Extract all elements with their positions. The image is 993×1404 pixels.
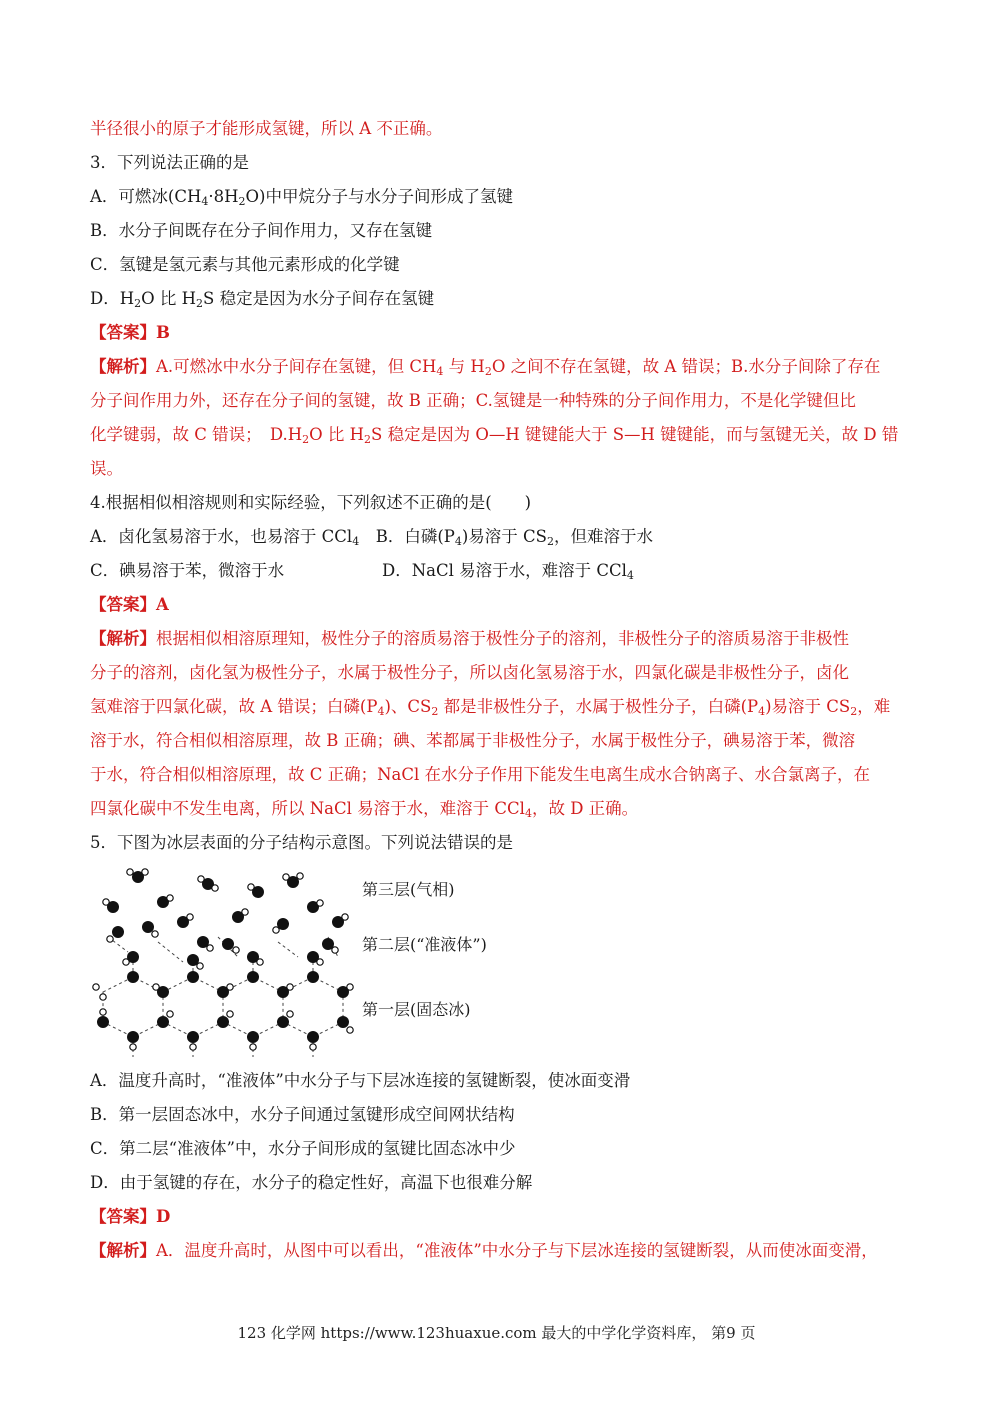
q3-explanation-line-1: 【解析】A.可燃冰中水分子间存在氢键，但 $CH_4$ 与 $H_2O$ 之间不存在氢键，故 A 错误；B.水分子间除了存在	[90, 357, 881, 378]
q3-explanation-line-4: 误。	[90, 459, 123, 478]
q4-answer: 【答案】A	[90, 595, 169, 614]
figure-label-layer1: 第一层(固态冰)	[362, 1000, 471, 1019]
q4-explanation-line-3: 氢难溶于四氯化碳，故 A 错误；白磷$(P_4)$、$CS_2$ 都是非极性分子，水属于极性分子，白磷$(P_4)$易溶于 $CS_2$，难	[90, 697, 891, 718]
q5-option-a: A．温度升高时，“准液体”中水分子与下层冰连接的氢键断裂，使冰面变滑	[90, 1071, 631, 1090]
q5-stem: 5．下图为冰层表面的分子结构示意图。下列说法错误的是	[90, 833, 513, 852]
q3-answer: 【答案】B	[90, 323, 170, 342]
q3-option-b: B．水分子间既存在分子间作用力，又存在氢键	[90, 221, 433, 240]
ice-surface-molecule-figure	[88, 862, 358, 1062]
q5-explanation-line-1: 【解析】A．温度升高时，从图中可以看出，“准液体”中水分子与下层冰连接的氢键断裂，从而使冰面变滑，	[90, 1241, 878, 1260]
q4-explanation-line-2: 分子的溶剂，卤化氢为极性分子，水属于极性分子，所以卤化氢易溶于水，四氯化碳是非极性分子，卤化	[90, 663, 849, 682]
q4-option-c: C．碘易溶于苯，微溶于水	[90, 561, 285, 580]
q4-stem: 4.根据相似相溶规则和实际经验，下列叙述不正确的是( )	[90, 493, 532, 512]
q4-explanation-line-5: 于水，符合相似相溶原理，故 C 正确；NaCl 在水分子作用下能发生电离生成水合钠离子、水合氯离子，在	[90, 765, 871, 784]
q5-option-c: C．第二层“准液体”中，水分子间形成的氢键比固态冰中少	[90, 1139, 516, 1158]
q3-explanation-line-3: 化学键弱，故 C 错误； $D.H_2O$ 比 $H_2S$ 稳定是因为 O—H 键键能大于 S—H 键键能，而与氢键无关，故 D 错	[90, 425, 899, 446]
page-footer: 123 化学网 https://www.123huaxue.com 最大的中学化学资料库， 第9 页	[237, 1324, 756, 1342]
q3-stem: 3．下列说法正确的是	[90, 153, 249, 172]
q4-options-ab: A．卤化氢易溶于水，也易溶于 CCl$_4$ B．白磷$(P_4)$易溶于 $CS_2$，但难溶于水	[90, 527, 653, 548]
q4-explanation-line-6: 四氯化碳中不发生电离，所以 NaCl 易溶于水，难溶于 CCl$_4$，故 D 正确。	[90, 799, 639, 820]
q5-option-d: D．由于氢键的存在，水分子的稳定性好，高温下也很难分解	[90, 1173, 533, 1192]
q4-explanation-line-1: 【解析】根据相似相溶原理知，极性分子的溶质易溶于极性分子的溶剂，非极性分子的溶质易溶于非极性	[90, 629, 849, 648]
figure-label-layer2: 第二层(“准液体”)	[362, 935, 487, 954]
q4-explanation-line-4: 溶于水，符合相似相溶原理，故 B 正确；碘、苯都属于非极性分子，水属于极性分子，碘易溶于苯，微溶	[90, 731, 856, 750]
figure-label-layer3: 第三层(气相)	[362, 880, 455, 899]
q3-option-d: D．$H_2O$ 比 $H_2S$ 稳定是因为水分子间存在氢键	[90, 289, 435, 310]
q3-option-a: A．可燃冰$(CH_4\cdot 8H_2O)$中甲烷分子与水分子间形成了氢键	[90, 187, 513, 208]
q3-explanation-line-2: 分子间作用力外，还存在分子间的氢键，故 B 正确；C.氢键是一种特殊的分子间作用力，不是化学键但比	[90, 391, 856, 410]
q3-option-c: C．氢键是氢元素与其他元素形成的化学键	[90, 255, 400, 274]
q5-answer: 【答案】D	[90, 1207, 171, 1226]
q4-option-d: D．NaCl 易溶于水，难溶于 CCl$_4$	[382, 561, 634, 582]
q5-option-b: B．第一层固态冰中，水分子间通过氢键形成空间网状结构	[90, 1105, 515, 1124]
q2-explanation-tail: 半径很小的原子才能形成氢键，所以 A 不正确。	[90, 119, 443, 138]
